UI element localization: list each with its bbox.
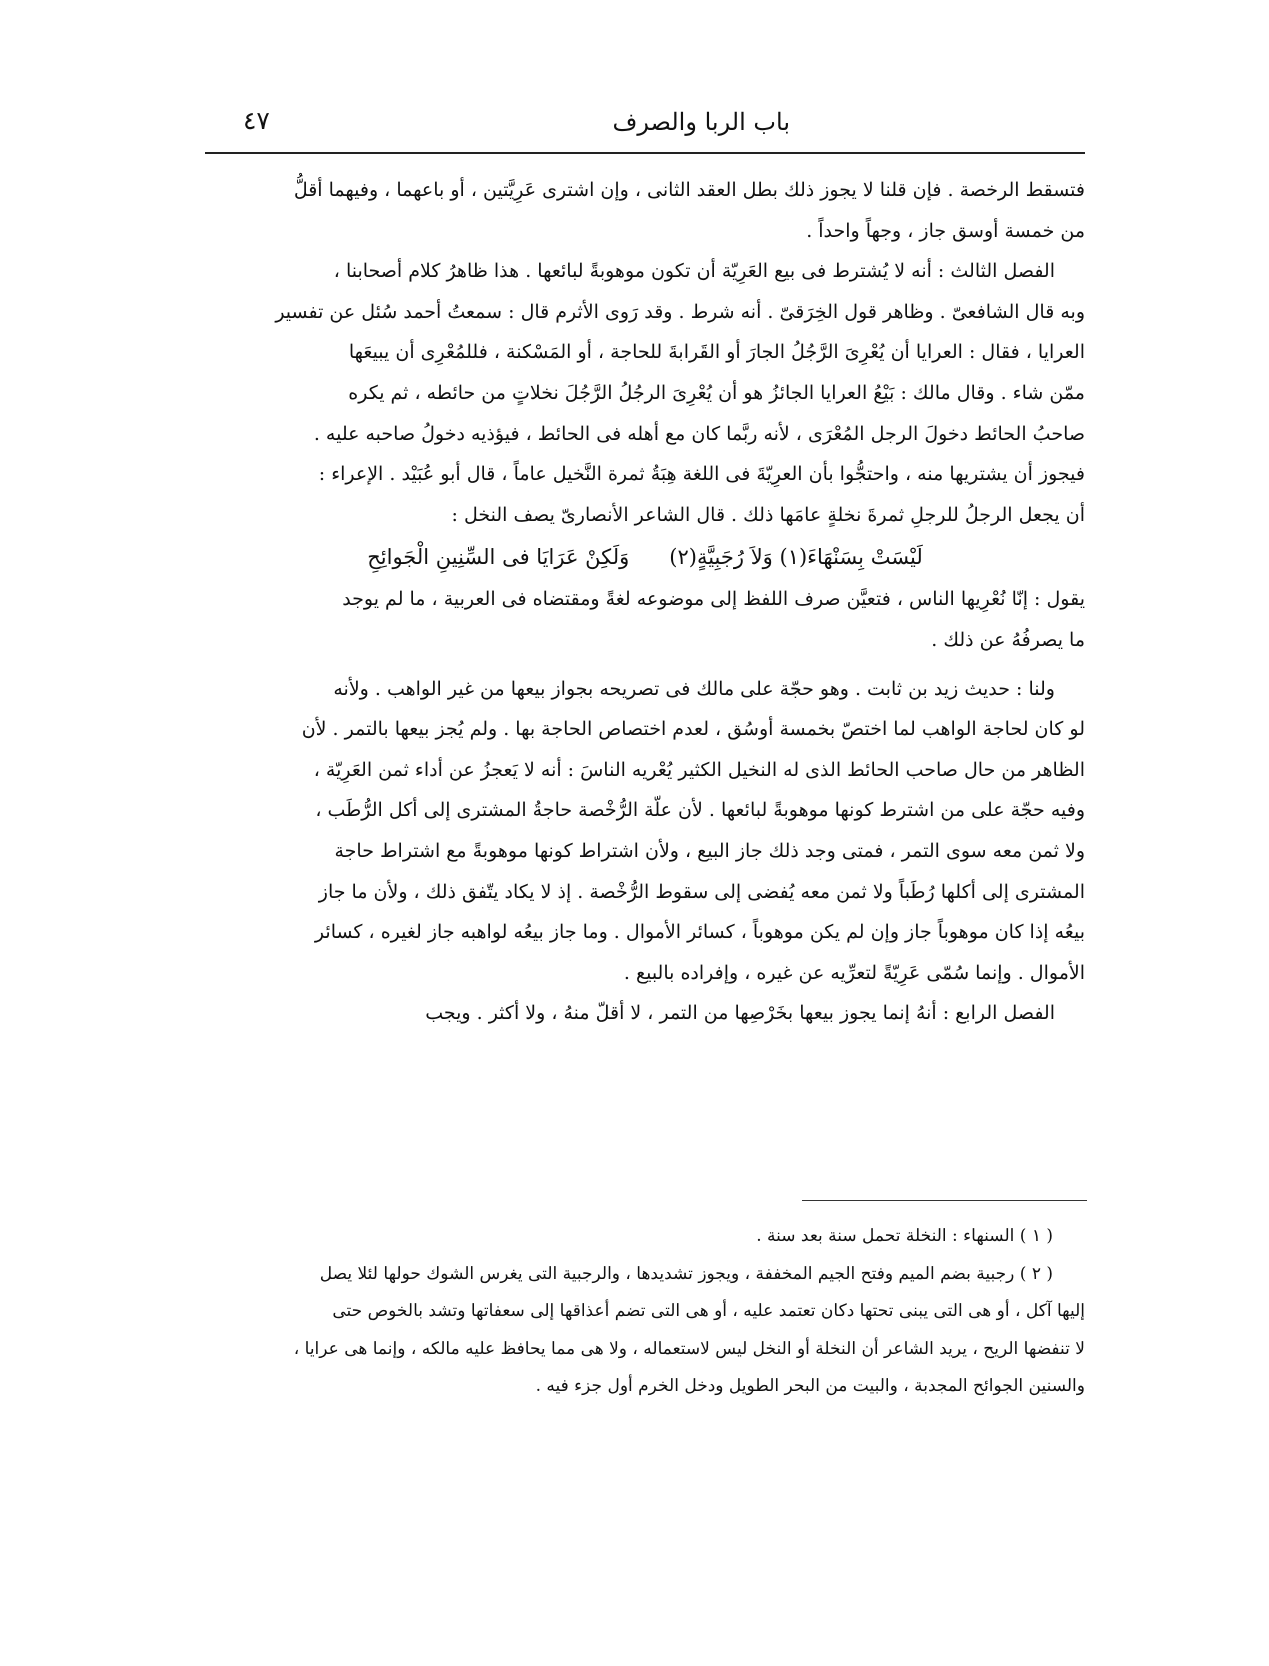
- footnote-separator: [802, 1200, 1087, 1201]
- text-line: يقول : إنّا نُعْرِيها الناس ، فتعيَّن صرف اللفظ إلى موضوعه لغةً ومقتضاه فى العربية ، ما لم يوجد: [342, 588, 1085, 611]
- text-line: لو كان لحاجة الواهب لما اختصّ بخمسة أوسُق ، لعدم اختصاص الحاجة بها . ولم يُجز بيعها بالتمر . لأن: [301, 718, 1085, 741]
- page-number: ٤٧: [243, 106, 270, 135]
- footnote-2-continued: إليها آكل ، أو هى التى يبنى تحتها دكان تعتمد عليه ، أو هى التى تضم أعذاقها إلى سعفاتها وتشد بالخوص حتى: [332, 1301, 1085, 1321]
- text-line: ولنا : حديث زيد بن ثابت . وهو حجّة على مالك فى تصريحه بجواز بيعها من غير الواهب . ولأنه: [333, 677, 1055, 700]
- text-line: الفصل الثالث : أنه لا يُشترط فى بيع العَرِيّة أن تكون موهوبةً لبائعها . هذا ظاهرُ كلام أصحابنا ،: [333, 260, 1055, 283]
- poem-verse: [205, 535, 1085, 579]
- text-line: وبه قال الشافعىّ . وظاهر قول الخِرَقىّ . أنه شرط . وقد رَوى الأثرم قال : سمعتُ أحمد سُئل عن تفسير: [275, 300, 1085, 323]
- text-line: الظاهر من حال صاحب الحائط الذى له النخيل الكثير يُعْريه الناسَ : أنه لا يَعجزُ عن أداء ثمن العَرِيّة ،: [313, 758, 1085, 781]
- footnote-2: ( ٢ ) رجبية بضم الميم وفتح الجيم المخففة ، ويجوز تشديدها ، والرجبية التى يغرس الشوك حولها لئلا يصل: [319, 1263, 1053, 1284]
- main-text: [205, 170, 1085, 1034]
- text-line: من خمسة أوسق جاز ، وجهاً واحداً .: [806, 219, 1085, 242]
- text-line: الأموال . وإنما سُمّى عَرِيّةً لتعرِّيه عن غيره ، وإفراده بالبيع .: [623, 961, 1085, 984]
- text-line: بيعُه إذا كان موهوباً جاز وإن لم يكن موهوباً ، كسائر الأموال . وما جاز بيعُه لواهبه جاز لغيره ، كسائر: [314, 921, 1085, 944]
- text-line: أن يجعل الرجلُ للرجلِ ثمرةَ نخلةٍ عامَها ذلك . قال الشاعر الأنصارىّ يصف النخل :: [451, 503, 1085, 526]
- text-line: وفيه حجّة على من اشترط كونها موهوبةً لبائعها . لأن علّة الرُّخْصة حاجةُ المشترى إلى أكل الرُّطَب ،: [315, 799, 1085, 822]
- text-line: ممّن شاء . وقال مالك : بَيْعُ العرايا الجائزُ هو أن يُعْرِىَ الرجُلُ الرَّجُلَ نخلاتٍ من حائطه ، ثم يكره: [348, 381, 1085, 404]
- page-header: [205, 104, 1085, 144]
- footnote-1: ( ١ ) السنهاء : النخلة تحمل سنة بعد سنة .: [756, 1226, 1053, 1246]
- header-rule: [205, 152, 1085, 154]
- running-title: باب الربا والصرف: [612, 108, 790, 136]
- text-line: فيجوز أن يشتريها منه ، واحتجُّوا بأن العرِيّةَ فى اللغة هِبَةُ ثمرة النَّخيل عاماً ، قال أبو عُبَيْد . الإعراء :: [318, 463, 1085, 486]
- verse-hemistich-first: لَيْسَتْ بِسَنْهَاءَ(١) وَلاَ رُجَبِيَّةٍ(٢): [669, 545, 923, 570]
- footnote-2-continued: لا تنفضها الريح ، يريد الشاعر أن النخلة أو النخل ليس لاستعماله ، ولا هى مما يحافظ عليه مالكه ، وإنما هى عرايا ،: [293, 1338, 1085, 1359]
- text-line: العرايا ، فقال : العرايا أن يُعْرِىَ الرَّجُلُ الجارَ أو القَرابةَ للحاجة ، أو المَسْكنة ، فللمُعْرِى أن يبيعَها: [348, 341, 1085, 364]
- paragraph-gap: [205, 661, 1085, 669]
- text-line: صاحبُ الحائط دخولَ الرجل المُعْرَى ، لأنه ربَّما كان مع أهله فى الحائط ، فيؤذيه دخولُ صاحبه عليه .: [313, 422, 1085, 445]
- verse-hemistich-second: وَلَكِنْ عَرَايَا فى السِّنِينِ الْجَوائِحِ: [367, 545, 630, 570]
- text-line: ولا ثمن معه سوى التمر ، فمتى وجد ذلك جاز البيع ، ولأن اشتراط كونها موهوبةً مع اشتراط حاجة: [334, 839, 1085, 862]
- text-line: الفصل الرابع : أنهُ إنما يجوز بيعها بخَرْصِها من التمر ، لا أقلّ منهُ ، ولا أكثر . ويجب: [425, 1002, 1055, 1025]
- text-line: فتسقط الرخصة . فإن قلنا لا يجوز ذلك بطل العقد الثانى ، وإن اشترى عَرِيَّتين ، أو باعهما ، وفيهما أقلُّ: [293, 179, 1085, 201]
- text-line: المشترى إلى أكلها رُطَباً ولا ثمن معه يُفضى إلى سقوط الرُّخْصة . إذ لا يكاد يتّفق ذلك ، ولأن ما جاز: [318, 880, 1085, 903]
- footnotes: [205, 1218, 1085, 1406]
- footnote-2-continued: والسنين الجوائح المجدبة ، والبيت من البحر الطويل ودخل الخرم أول جزء فيه .: [535, 1376, 1085, 1396]
- text-line: ما يصرفُهُ عن ذلك .: [931, 628, 1085, 651]
